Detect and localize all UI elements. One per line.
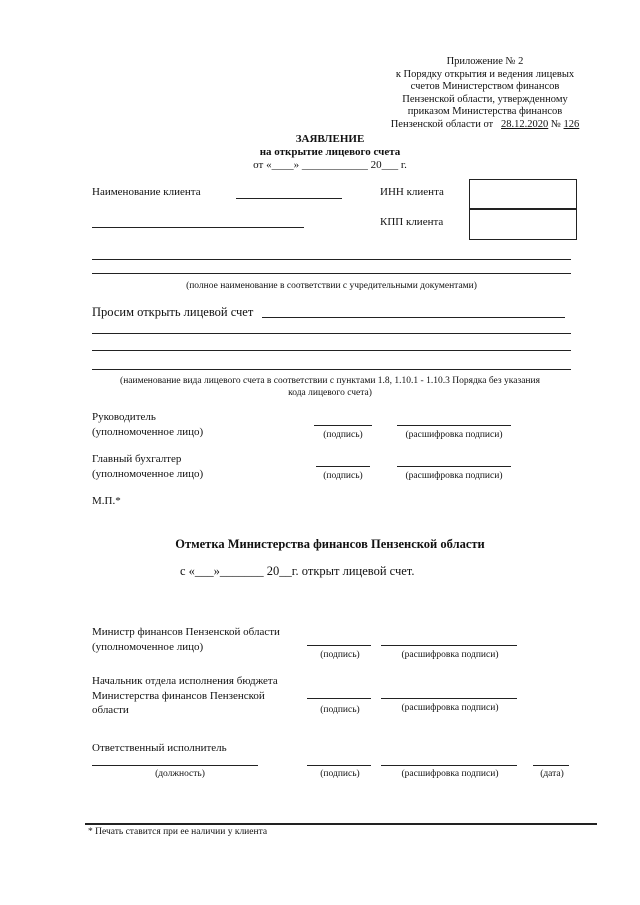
dept-head-label xyxy=(92,674,278,718)
minister-sign-field[interactable] xyxy=(307,645,371,646)
dept-head-sign-caption: (подпись) xyxy=(320,705,360,715)
account-type-field-3[interactable] xyxy=(92,350,571,351)
appendix-block xyxy=(380,56,590,131)
order-no-label: № xyxy=(550,118,561,130)
head-label xyxy=(92,410,203,440)
account-type-caption-1: (наименование вида лицевого счета в соответствии с пунктами 1.8, 1.10.1 - 1.10.3 Порядка без указания xyxy=(120,376,540,386)
appendix-line4: Пензенской области, утвержденному xyxy=(402,93,568,105)
kpp-field[interactable] xyxy=(469,208,577,240)
head-sign-field[interactable] xyxy=(314,425,372,426)
chief-acc-label xyxy=(92,452,203,482)
head-decode-field[interactable] xyxy=(397,425,511,426)
client-name-field[interactable] xyxy=(236,198,342,199)
chief-acc-label-2: (уполномоченное лицо) xyxy=(92,468,204,480)
full-name-field-1[interactable] xyxy=(92,259,571,260)
appendix-line1: Приложение № 2 xyxy=(446,56,524,67)
title-block xyxy=(220,133,440,172)
doc-subtitle: на открытие лицевого счета xyxy=(259,146,401,158)
appendix-date-prefix: Пензенской области от xyxy=(390,118,494,130)
account-type-field-1[interactable] xyxy=(262,317,565,318)
account-type-field-2[interactable] xyxy=(92,333,571,334)
full-name-caption: (полное наименование в соответствии с учредительными документами) xyxy=(186,281,477,291)
doc-title: ЗАЯВЛЕНИЕ xyxy=(295,133,365,145)
dept-head-label-1: Начальник отдела исполнения бюджета xyxy=(92,675,278,687)
dept-head-decode-field[interactable] xyxy=(381,698,517,699)
inn-field[interactable] xyxy=(469,179,577,210)
inn-label: ИНН клиента xyxy=(380,186,444,198)
appendix-line3: счетов Министерством финансов xyxy=(410,81,560,92)
executor-sign-field[interactable] xyxy=(307,765,371,766)
kpp-label: КПП клиента xyxy=(380,216,444,228)
account-type-caption xyxy=(80,375,580,399)
ministry-title: Отметка Министерства финансов Пензенской области xyxy=(175,537,485,551)
chief-acc-sign-caption: (подпись) xyxy=(323,471,363,481)
head-decode-caption: (расшифровка подписи) xyxy=(405,430,503,440)
chief-acc-label-1: Главный бухгалтер xyxy=(92,453,182,465)
dept-head-label-3: области xyxy=(92,704,129,716)
executor-position-field[interactable] xyxy=(92,765,258,766)
executor-sign-caption: (подпись) xyxy=(320,769,360,779)
client-name-label: Наименование клиента xyxy=(92,186,201,198)
footnote-divider xyxy=(85,823,597,825)
head-label-2: (уполномоченное лицо) xyxy=(92,426,204,438)
stamp-label: М.П.* xyxy=(92,495,121,507)
full-name-field-2[interactable] xyxy=(92,273,571,274)
dept-head-sign-field[interactable] xyxy=(307,698,371,699)
minister-sign-caption: (подпись) xyxy=(320,650,360,660)
executor-position-caption: (должность) xyxy=(155,769,205,779)
appendix-line5: приказом Министерства финансов xyxy=(407,106,563,117)
chief-acc-decode-field[interactable] xyxy=(397,466,511,467)
client-name-field-2[interactable] xyxy=(92,227,304,228)
dept-head-label-2: Министерства финансов Пензенской xyxy=(92,689,265,702)
minister-label xyxy=(92,625,280,655)
order-date: 28.12.2020 xyxy=(501,118,549,130)
minister-decode-field[interactable] xyxy=(381,645,517,646)
request-label: Просим открыть лицевой счет xyxy=(92,305,254,319)
head-sign-caption: (подпись) xyxy=(323,430,363,440)
executor-decode-field[interactable] xyxy=(381,765,517,766)
order-number: 126 xyxy=(563,118,580,130)
minister-label-1: Министр финансов Пензенской области xyxy=(92,626,280,638)
ministry-open-line: с «___»_______ 20__г. открыт лицевой счет. xyxy=(180,564,415,578)
footnote-text: * Печать ставится при ее наличии у клиента xyxy=(88,827,268,837)
chief-acc-decode-caption: (расшифровка подписи) xyxy=(405,471,503,481)
doc-date-line: от «____» ____________ 20___ г. xyxy=(253,159,407,171)
executor-date-caption: (дата) xyxy=(540,769,564,779)
dept-head-decode-caption: (расшифровка подписи) xyxy=(401,703,499,713)
executor-decode-caption: (расшифровка подписи) xyxy=(401,769,499,779)
appendix-line6 xyxy=(380,119,590,132)
chief-acc-sign-field[interactable] xyxy=(316,466,370,467)
appendix-line2: к Порядку открытия и ведения лицевых xyxy=(395,68,575,80)
executor-label: Ответственный исполнитель xyxy=(92,742,227,754)
executor-date-field[interactable] xyxy=(533,765,569,766)
account-type-field-4[interactable] xyxy=(92,369,571,370)
head-label-1: Руководитель xyxy=(92,411,156,423)
minister-label-2: (уполномоченное лицо) xyxy=(92,641,204,653)
account-type-caption-2: кода лицевого счета) xyxy=(288,388,372,398)
minister-decode-caption: (расшифровка подписи) xyxy=(401,650,499,660)
